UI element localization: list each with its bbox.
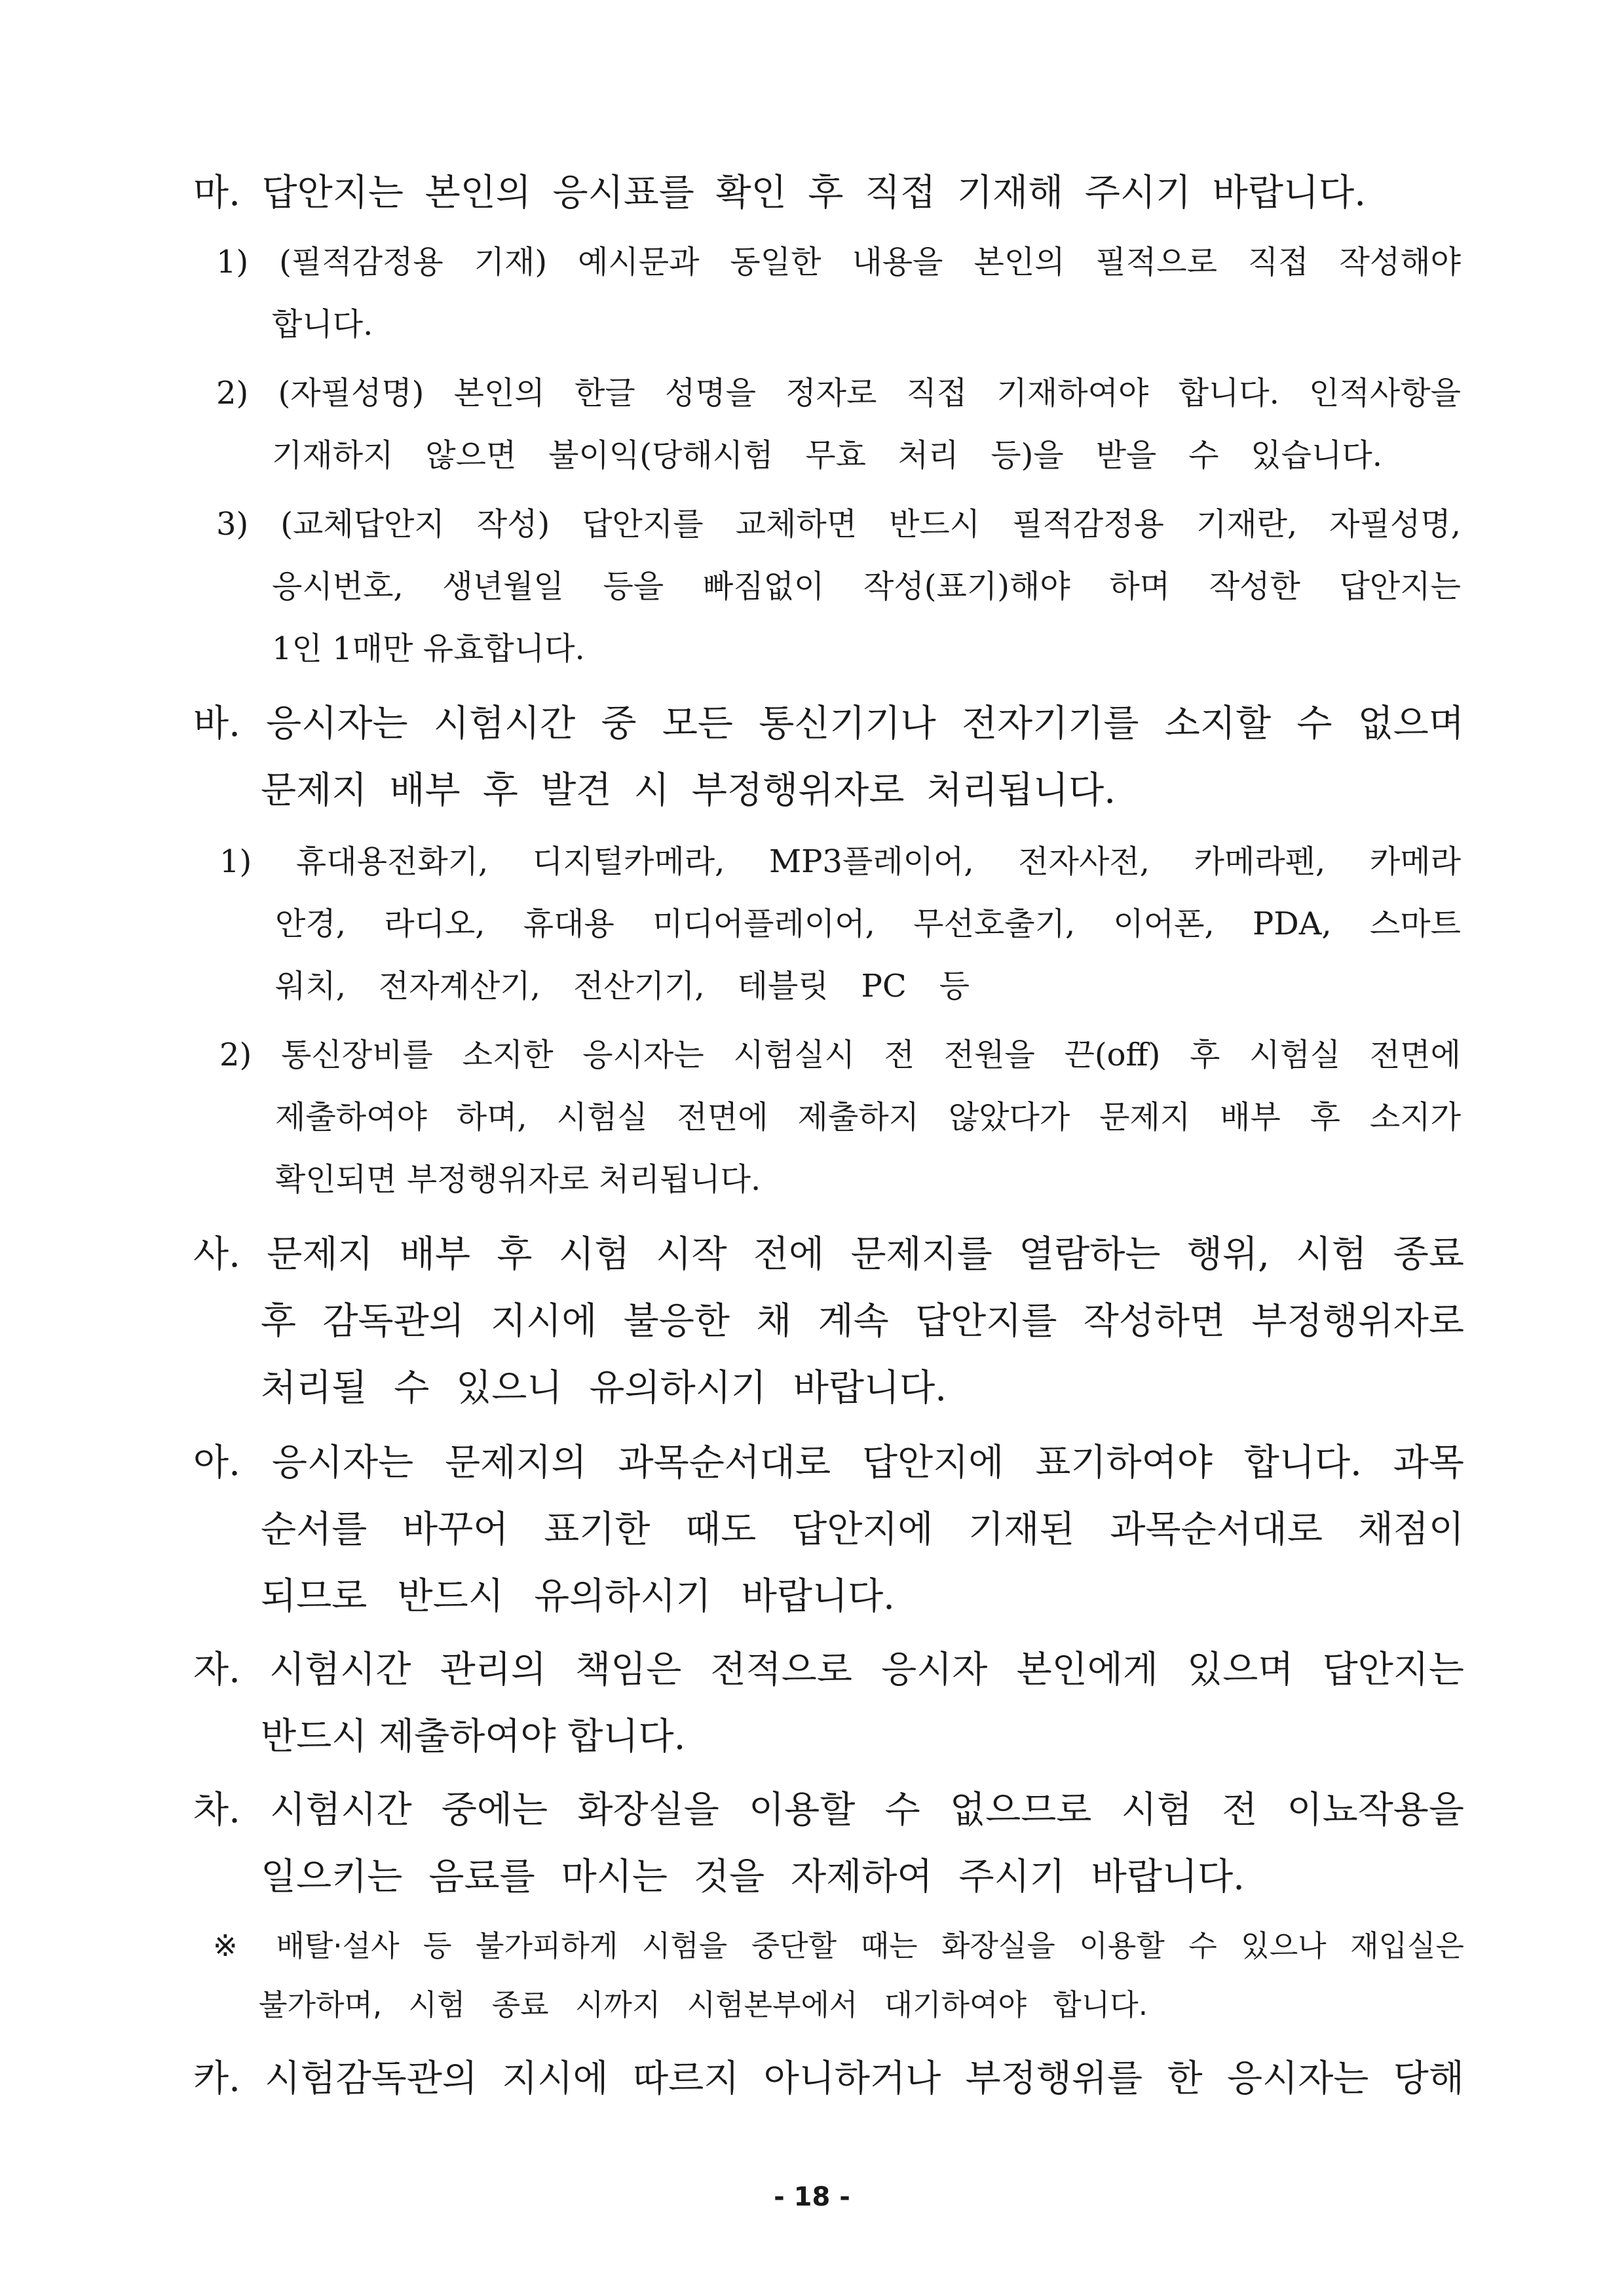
ma-item-2-line2: 기재하지 않으면 불이익(당해시험 무효 처리 등)을 받을 수 있습니다. xyxy=(272,437,1382,474)
section-cha-heading: 차. 시험시간 중에는 화장실을 이용할 수 없으므로 시험 전 이뇨작용을 xyxy=(193,1789,1464,1831)
ma-item-3-line1: 3) (교체답안지 작성) 답안지를 교체하면 반드시 필적감정용 기재란, 자필성명, xyxy=(216,506,1461,543)
ba-item-1-line2: 안경, 라디오, 휴대용 미디어플레이어, 무선호출기, 이어폰, PDA, 스마트 xyxy=(275,906,1461,942)
page-number: - 18 - xyxy=(774,2182,850,2212)
section-ma-heading: 마. 답안지는 본인의 응시표를 확인 후 직접 기재해 주시기 바랍니다. xyxy=(193,172,1366,214)
section-a-line2: 순서를 바꾸어 표기한 때도 답안지에 기재된 과목순서대로 채점이 xyxy=(261,1508,1464,1551)
cha-note-line1: ※ 배탈·설사 등 불가피하게 시험을 중단할 때는 화장실을 이용할 수 있으나 재입실은 xyxy=(213,1928,1464,1963)
section-ba-line2: 문제지 배부 후 발견 시 부정행위자로 처리됩니다. xyxy=(261,769,1116,812)
ma-item-1-line1: 1) (필적감정용 기재) 예시문과 동일한 내용을 본인의 필적으로 직접 작성해야 xyxy=(216,244,1461,280)
ma-item-3-line2: 응시번호, 생년월일 등을 빠짐없이 작성(표기)해야 하며 작성한 답안지는 xyxy=(272,568,1461,605)
ma-item-3-line3: 1인 1매만 유효합니다. xyxy=(272,630,585,667)
section-ja-line2: 반드시 제출하여야 합니다. xyxy=(261,1715,686,1758)
ba-item-2-line1: 2) 통신장비를 소지한 응시자는 시험실시 전 전원을 끈(off) 후 시험실 전면에 xyxy=(219,1037,1461,1073)
ba-item-1-line3: 워치, 전자계산기, 전산기기, 테블릿 PC 등 xyxy=(275,968,970,1004)
section-ka-heading: 카. 시험감독관의 지시에 따르지 아니하거나 부정행위를 한 응시자는 당해 xyxy=(193,2057,1464,2100)
section-ba-heading: 바. 응시자는 시험시간 중 모든 통신기기나 전자기기를 소지할 수 없으며 xyxy=(193,702,1464,745)
ma-item-1-line2: 합니다. xyxy=(272,306,373,343)
cha-note-line2: 불가하며, 시험 종료 시까지 시험본부에서 대기하여야 합니다. xyxy=(259,1987,1148,2022)
section-ja-heading: 자. 시험시간 관리의 책임은 전적으로 응시자 본인에게 있으며 답안지는 xyxy=(193,1649,1464,1691)
section-cha-line2: 일으키는 음료를 마시는 것을 자제하여 주시기 바랍니다. xyxy=(261,1856,1245,1898)
section-sa-line2: 후 감독관의 지시에 불응한 채 계속 답안지를 작성하면 부정행위자로 xyxy=(261,1300,1464,1343)
section-sa-heading: 사. 문제지 배부 후 시험 시작 전에 문제지를 열람하는 행위, 시험 종료 xyxy=(193,1233,1464,1276)
ba-item-2-line2: 제출하여야 하며, 시험실 전면에 제출하지 않았다가 문제지 배부 후 소지가 xyxy=(275,1099,1461,1136)
ba-item-2-line3: 확인되면 부정행위자로 처리됩니다. xyxy=(275,1161,761,1198)
section-a-line3: 되므로 반드시 유의하시기 바랍니다. xyxy=(261,1575,895,1618)
section-a-heading: 아. 응시자는 문제지의 과목순서대로 답안지에 표기하여야 합니다. 과목 xyxy=(193,1442,1464,1484)
section-sa-line3: 처리될 수 있으니 유의하시기 바랍니다. xyxy=(261,1367,947,1409)
ba-item-1-line1: 1) 휴대용전화기, 디지털카메라, MP3플레이어, 전자사전, 카메라펜, 카메라 xyxy=(219,843,1461,880)
ma-item-2-line1: 2) (자필성명) 본인의 한글 성명을 정자로 직접 기재하여야 합니다. 인적사항을 xyxy=(216,375,1461,411)
